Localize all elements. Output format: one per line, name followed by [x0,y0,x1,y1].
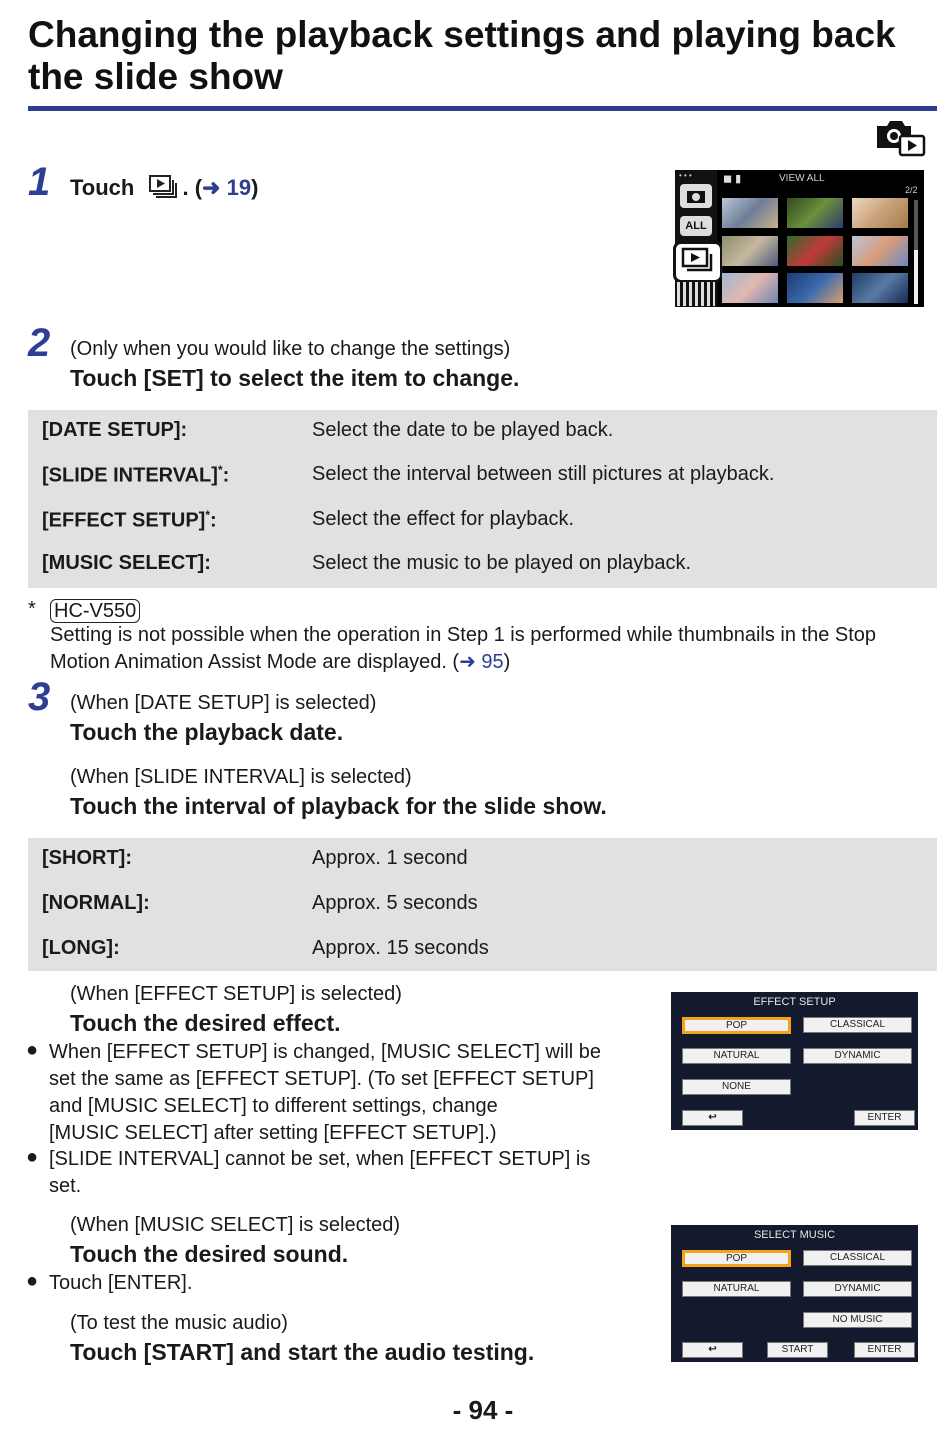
pop-option[interactable]: POP [682,1017,791,1034]
effect-bullet-2 [49,1146,590,1200]
table-row [28,883,937,927]
thumbnail[interactable] [722,236,778,266]
effect-bullet-1 [49,1039,601,1147]
interval-key: [LONG]: [42,937,120,959]
natural-option[interactable]: NATURAL [682,1048,791,1064]
camera-mode-icon[interactable] [680,184,712,208]
footnote-line-1: Setting is not possible when the operation in Step 1 is performed while thumbnails in the Stop [50,624,877,646]
step3-note-interval: (When [SLIDE INTERVAL] is selected) [70,766,412,788]
table-row [28,543,937,587]
setting-value: Select the date to be played back. [312,419,614,441]
interval-value: Approx. 1 second [312,847,468,869]
screen-title: EFFECT SETUP [753,996,836,1008]
scrollbar[interactable] [914,200,918,304]
setting-key-colon: : [222,464,230,487]
step1-post: . ( [182,175,203,200]
text-line: set the same as [EFFECT SETUP]. (To set [EFFECT SETUP] [49,1068,594,1090]
effect-setup-screen [671,992,918,1130]
select-music-screen [671,1225,918,1362]
interval-key: [NORMAL]: [42,892,150,914]
text-line: and [MUSIC SELECT] to different settings, change [49,1095,498,1117]
back-arrow-icon: ↩ [708,1112,717,1123]
music-test-instruction: Touch [START] and start the audio testing. [70,1339,535,1365]
thumbnail[interactable] [787,273,843,303]
back-arrow-icon: ↩ [708,1344,717,1355]
dynamic-option[interactable]: DYNAMIC [803,1281,912,1297]
table-row [28,454,937,498]
setting-key: [DATE SETUP]: [42,419,188,441]
thumbnail[interactable] [787,236,843,266]
bullet: ● [26,1146,39,1168]
table-row [28,838,937,882]
footnote-star: * [28,598,36,620]
back-button[interactable] [682,1342,743,1358]
enter-button[interactable]: ENTER [854,1110,915,1126]
setting-key-text: [EFFECT SETUP] [42,509,206,532]
start-button[interactable]: START [767,1342,828,1358]
text-line: [MUSIC SELECT] after setting [EFFECT SETUP].) [49,1122,497,1144]
slideshow-button[interactable] [673,241,723,283]
natural-option[interactable]: NATURAL [682,1281,791,1297]
step3-instr-interval: Touch the interval of playback for the slide show. [70,793,607,819]
step-number-2: 2 [28,321,51,365]
step1-pre: Touch [70,175,135,200]
thumbnail-screen: • • • ALL ◼ ▮ VIEW ALL 2/2 [675,170,924,307]
text-line: set. [49,1175,82,1197]
thumbnail[interactable] [852,273,908,303]
screen-title: SELECT MUSIC [753,1229,836,1241]
thumbnail[interactable] [787,198,843,228]
title-rule [28,106,937,111]
setting-value: Select the effect for playback. [312,508,575,530]
none-option[interactable]: NONE [682,1079,791,1095]
model-badge [50,598,140,625]
music-instruction: Touch the desired sound. [70,1241,349,1267]
interval-value: Approx. 5 seconds [312,892,478,914]
table-row [28,499,937,543]
classical-option[interactable]: CLASSICAL [803,1017,912,1033]
slideshow-icon [148,174,182,200]
model-label: HC-V550 [50,599,140,623]
footnote-mark: * [217,463,223,477]
footnote-text: Motion Animation Assist Mode are displayed. ( [50,651,460,673]
setting-key-colon: : [210,509,217,532]
thumbnail[interactable] [722,198,778,228]
bullet: ● [26,1039,39,1061]
page-number: - 94 - [452,1395,514,1425]
interval-key: [SHORT]: [42,847,132,869]
setting-value: Select the music to be played on playback. [312,552,692,574]
bullet: ● [26,1270,39,1292]
step3-note-date: (When [DATE SETUP] is selected) [70,692,377,714]
footnote-mark: * [205,508,211,522]
step3-instr-date: Touch the playback date. [70,719,344,745]
interval-value: Approx. 15 seconds [312,937,489,959]
setting-key [42,508,217,533]
camera-playback-icon [874,118,926,158]
table-row [28,410,937,454]
no-music-option[interactable]: NO MUSIC [803,1312,912,1328]
setting-value: Select the interval between still pictures at playback. [312,463,775,485]
footnote-line-2 [50,649,510,676]
camera-photo-icon: ◼ ▮ [723,173,742,185]
settings-table [28,410,937,588]
thumbnail[interactable] [722,273,778,303]
all-button[interactable]: ALL [680,216,712,236]
effect-note: (When [EFFECT SETUP] is selected) [70,983,402,1005]
step2-note: (Only when you would like to change the settings) [70,338,511,360]
page-indicator: 2/2 [905,185,918,195]
effect-instruction: Touch the desired effect. [70,1010,341,1036]
classical-option[interactable]: CLASSICAL [803,1250,912,1266]
table-row [28,928,937,972]
text-line: [SLIDE INTERVAL] cannot be set, when [EFFECT SETUP] is [49,1148,591,1170]
thumbnail[interactable] [852,236,908,266]
enter-button[interactable]: ENTER [854,1342,915,1358]
page-title: Changing the playback settings and playing back the slide show [28,14,896,97]
music-note: (When [MUSIC SELECT] is selected) [70,1214,401,1236]
view-all-label: VIEW ALL [779,173,825,184]
pop-option[interactable]: POP [682,1250,791,1267]
footnote-close: ) [503,651,511,673]
setting-key [42,463,229,488]
setting-key: [MUSIC SELECT]: [42,552,211,574]
dynamic-option[interactable]: DYNAMIC [803,1048,912,1064]
step2-instruction: Touch [SET] to select the item to change. [70,365,520,391]
setting-key-text: [SLIDE INTERVAL] [42,464,218,487]
film-strip-icon[interactable] [677,282,715,306]
interval-table [28,838,937,971]
back-button[interactable] [682,1110,743,1126]
page-link-95[interactable]: ➜ 95 [459,651,504,673]
page-link-19[interactable]: ➜ 19 [202,175,252,200]
step1-close: ) [251,175,259,200]
step-number-3: 3 [28,675,51,719]
music-bullet: Touch [ENTER]. [49,1272,193,1294]
music-test-note: (To test the music audio) [70,1312,288,1334]
step-number-1: 1 [28,160,51,204]
thumbnail[interactable] [852,198,908,228]
text-line: When [EFFECT SETUP] is changed, [MUSIC SELECT] will be [49,1041,602,1063]
step1-text [70,174,258,202]
